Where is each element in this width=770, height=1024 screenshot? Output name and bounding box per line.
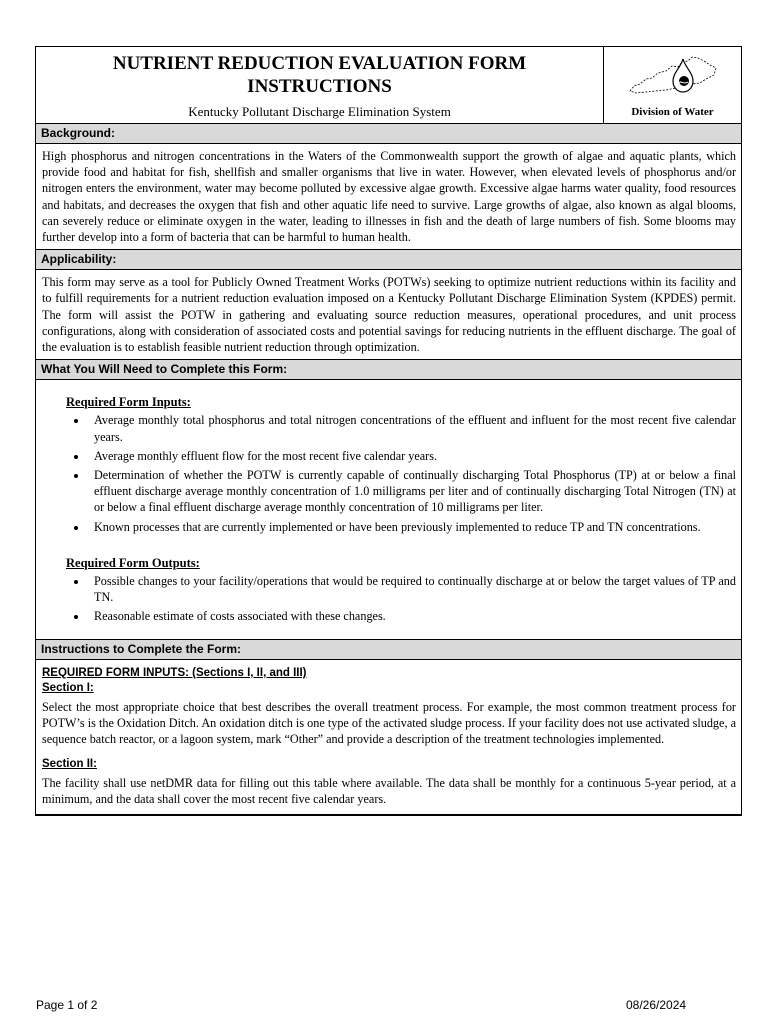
title-line-2: INSTRUCTIONS — [247, 76, 392, 97]
list-item: • Reasonable estimate of costs associated with these changes. — [88, 608, 736, 624]
background-heading: Background: — [36, 124, 741, 144]
subtitle: Kentucky Pollutant Discharge Elimination System — [188, 104, 451, 119]
footer-date: 08/26/2024 — [626, 998, 687, 1012]
required-outputs-heading: Required Form Outputs: — [66, 555, 200, 570]
logo-block — [604, 47, 741, 123]
what-you-need-body — [36, 380, 741, 639]
what-you-need-heading: What You Will Need to Complete this Form: — [36, 360, 741, 380]
section-2-text: The facility shall use netDMR data for filling out this table where available. The data shall be monthly for a continuous 5-year period, at a minimum, and the data shall cover the most recent five calendar years. — [42, 776, 736, 807]
title-block — [36, 47, 604, 123]
applicability-text: This form may serve as a tool for Publicly Owned Treatment Works (POTWs) seeking to optimize nutrient reductions within its facility and to fulfill requirements for a nutrient reduction evaluation imposed on a Kentucky Pollutant Discharge Elimination System (KPDES) permit. The form will assist the POTW in gathering and evaluating source reduction measures, operational procedures, and unit process configurations, along with consideration of associated costs and potential savings for reducing nutrients in the effluent discharge. The goal of the evaluation is to establish feasible nutrient reduction through optimization. — [36, 270, 741, 360]
instructions-heading: Instructions to Complete the Form: — [36, 640, 741, 660]
section-2-label: Section II: — [42, 758, 97, 771]
list-item: • Average monthly effluent flow for the most recent five calendar years. — [88, 448, 736, 464]
required-inputs-heading: Required Form Inputs: — [66, 395, 191, 410]
form-header — [36, 47, 741, 124]
title-line-1: NUTRIENT REDUCTION EVALUATION FORM — [112, 53, 527, 74]
page-title — [36, 52, 603, 98]
form-sheet — [35, 46, 742, 816]
background-text: High phosphorus and nitrogen concentrations in the Waters of the Commonwealth support the growth of algae and aquatic plants, which provide food and habitat for fish, shellfish and smaller organisms that live in water. However, when elevated levels of phosphorus and/or nitrogen enters the environment, water may become polluted by excessive algae growth. Excessive algae harms water quality, food resources and habitats, and decreases the oxygen that fish and other aquatic life need to survive. Large growths of algae, also known as algal blooms, can severely reduce or eliminate oxygen in the water, leading to illnesses in fish and the death of large numbers of fish. Some blooms may further develop into a form of bacteria that can be harmful to human health. — [36, 144, 741, 250]
list-item: • Average monthly total phosphorus and total nitrogen concentrations of the effluent and influent for the most recent five calendar years. — [88, 412, 736, 444]
instructions-body — [36, 660, 741, 815]
kentucky-water-drop-logo — [626, 53, 720, 103]
list-item: • Possible changes to your facility/operations that would be required to continually discharge at or below the target values of TP and TN. — [88, 573, 736, 605]
required-inputs-list — [42, 412, 736, 534]
logo-caption: Division of Water — [631, 106, 714, 118]
footer-page-number: Page 1 of 2 — [36, 998, 98, 1012]
required-inputs-label: REQUIRED FORM INPUTS: (Sections I, II, and III) — [42, 666, 307, 679]
section-1-label: Section I: — [42, 681, 94, 694]
applicability-heading: Applicability: — [36, 250, 741, 270]
list-item: • Determination of whether the POTW is currently capable of continually discharging Total Phosphorus (TP) at or below a final effluent discharge average monthly concentration of 1.0 milligrams per liter and of continually discharging Total Nitrogen (TN) at or below a final effluent discharge average monthly concentration of 10 milligrams per liter. — [88, 467, 736, 516]
section-1-text: Select the most appropriate choice that best describes the overall treatment process. For example, the most common treatment process for POTW’s is the Oxidation Ditch. An oxidation ditch is one type of the activated sludge process. If your facility does not use activated sludge, a sequence batch reactor, or a lagoon system, mark “Other” and provide a description of the treatment technologies implemented. — [42, 699, 736, 747]
list-item: • Known processes that are currently implemented or have been previously implemented to reduce TP and TN concentrations. — [88, 519, 736, 535]
required-outputs-list — [42, 573, 736, 625]
